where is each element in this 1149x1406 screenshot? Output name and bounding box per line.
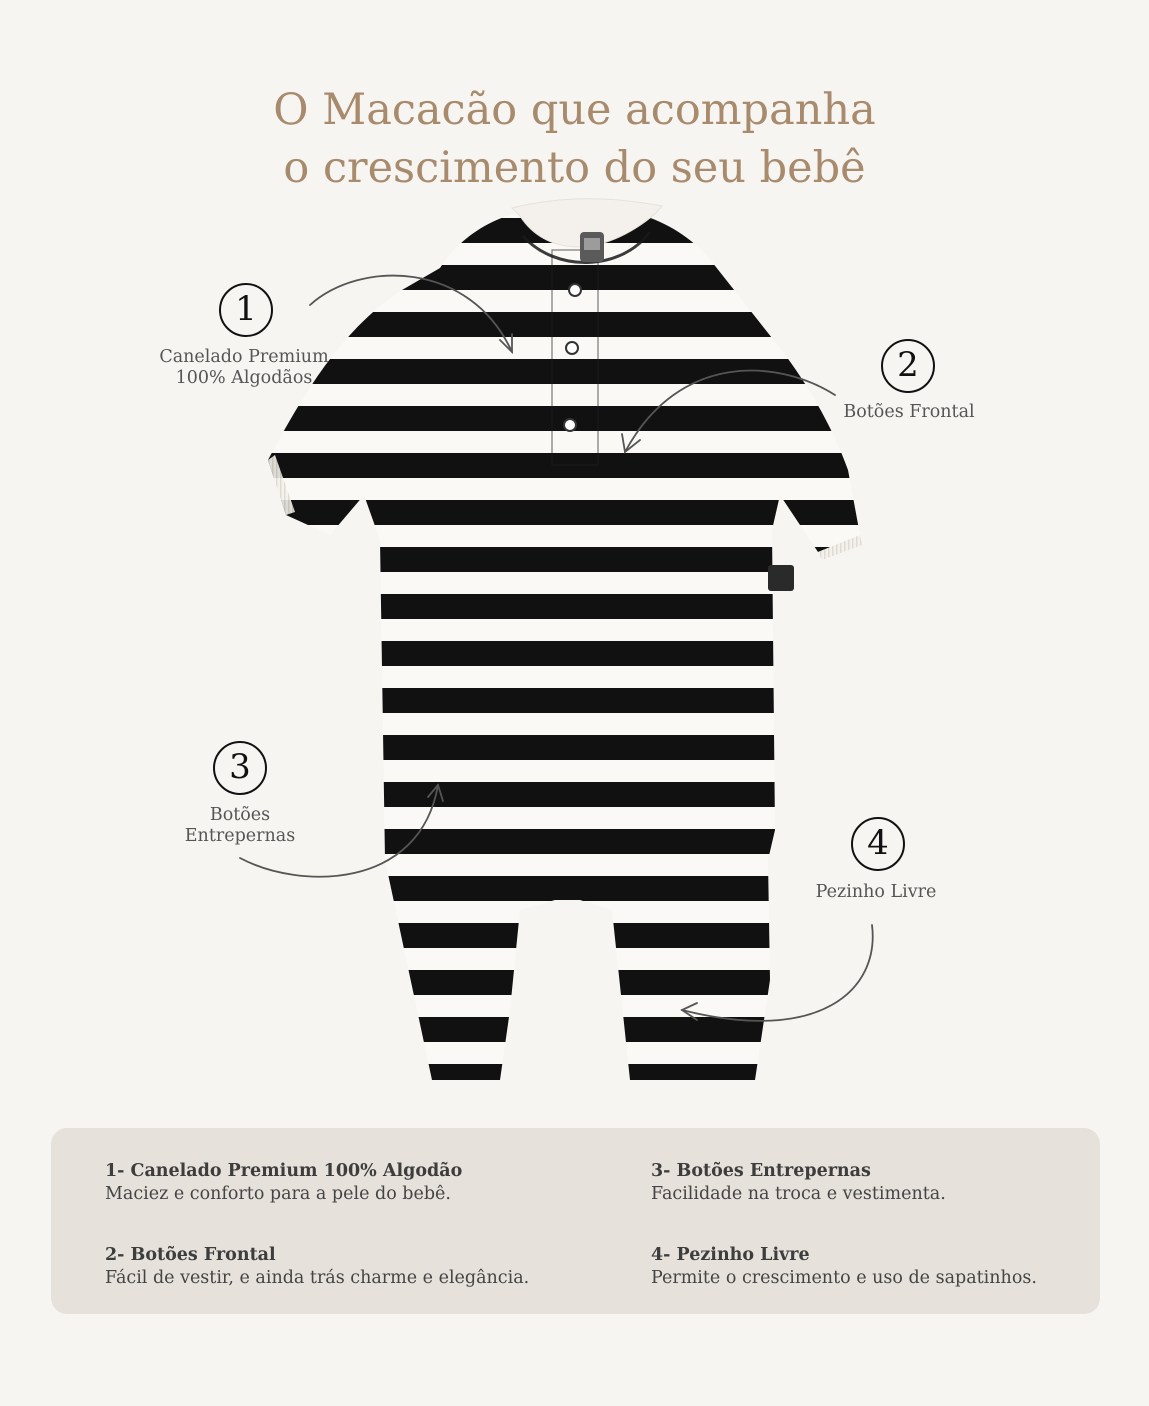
callout-3-number: 3 bbox=[213, 741, 267, 795]
callout-4-label bbox=[806, 882, 946, 903]
callout-2-label bbox=[838, 402, 980, 423]
feature-1 bbox=[105, 1160, 462, 1206]
feature-2-heading: 2- Botões Frontal bbox=[105, 1245, 276, 1265]
callout-2-line-1: Botões Frontal bbox=[843, 402, 975, 422]
feature-1-description: Maciez e conforto para a pele do bebê. bbox=[105, 1184, 451, 1204]
feature-2 bbox=[105, 1244, 529, 1290]
feature-4 bbox=[651, 1244, 1037, 1290]
feature-1-heading: 1- Canelado Premium 100% Algodão bbox=[105, 1161, 463, 1181]
feature-4-description: Permite o crescimento e uso de sapatinhos. bbox=[651, 1268, 1037, 1288]
callout-1-line-1: Canelado Premium bbox=[159, 347, 329, 367]
callout-4-line-1: Pezinho Livre bbox=[815, 882, 937, 902]
romper-body bbox=[268, 199, 862, 1082]
callout-1-number: 1 bbox=[219, 283, 273, 337]
callout-1-label bbox=[148, 347, 340, 389]
callout-4-number: 4 bbox=[851, 817, 905, 871]
feature-3-description: Facilidade na troca e vestimenta. bbox=[651, 1184, 946, 1204]
callout-3-label bbox=[170, 805, 310, 847]
callout-3-line-1: Botões bbox=[209, 805, 271, 825]
feature-4-heading: 4- Pezinho Livre bbox=[651, 1245, 810, 1265]
callout-3-line-2: Entrepernas bbox=[184, 826, 296, 846]
features-panel bbox=[51, 1128, 1100, 1314]
feature-2-description: Fácil de vestir, e ainda trás charme e elegância. bbox=[105, 1268, 530, 1288]
feature-3 bbox=[651, 1160, 946, 1206]
title-line-1: O Macacão que acompanha bbox=[273, 84, 876, 135]
feature-3-heading: 3- Botões Entrepernas bbox=[651, 1161, 871, 1181]
callout-1-line-2: 100% Algodãos bbox=[175, 368, 313, 388]
callout-2-number: 2 bbox=[881, 339, 935, 393]
title-line-2: o crescimento do seu bebê bbox=[283, 142, 866, 193]
